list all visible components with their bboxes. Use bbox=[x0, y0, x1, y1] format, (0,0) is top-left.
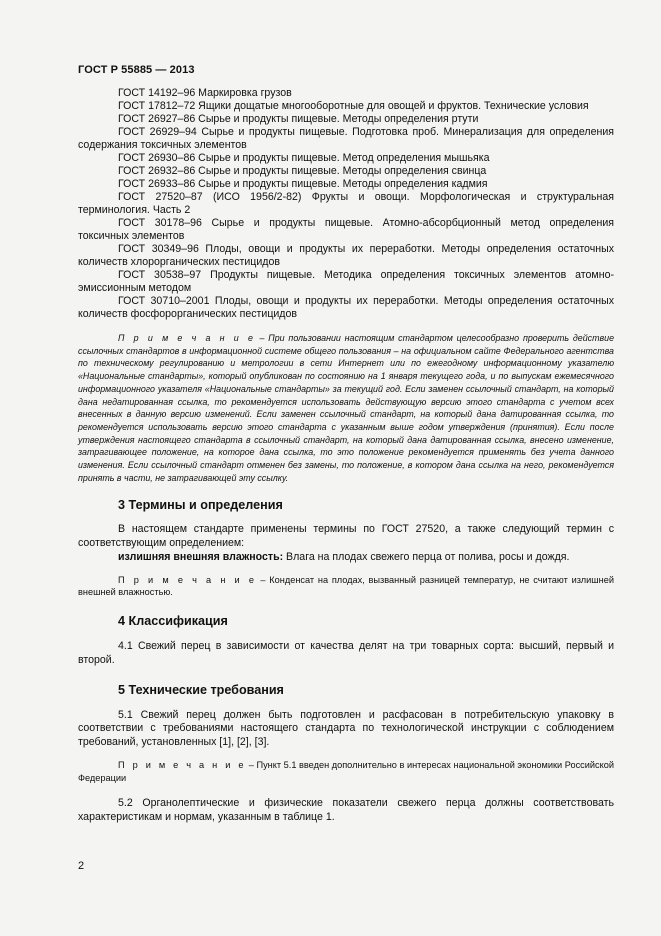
reference-item: ГОСТ 30349–96 Плоды, овощи и продукты их переработки. Методы определения остаточных количеств хлорорганических пестицидов bbox=[78, 243, 614, 268]
section-heading: 4 Классификация bbox=[118, 613, 228, 628]
reference-item: ГОСТ 26932–86 Сырье и продукты пищевые. Методы определения свинца bbox=[118, 165, 487, 177]
note-label: П р и м е ч а н и е bbox=[118, 760, 247, 771]
section-5 bbox=[78, 682, 614, 825]
normative-references-list bbox=[78, 87, 614, 321]
section-paragraph: В настоящем стандарте применены термины по ГОСТ 27520, а также следующий термин с соответствующим определением: bbox=[78, 523, 614, 549]
reference-item: ГОСТ 26933–86 Сырье и продукты пищевые. Методы определения кадмия bbox=[118, 178, 488, 190]
section-3 bbox=[78, 497, 614, 599]
reference-item: ГОСТ 17812–72 Ящики дощатые многооборотные для овощей и фруктов. Технические условия bbox=[118, 100, 589, 112]
references-note bbox=[78, 332, 614, 484]
section-heading: 3 Термины и определения bbox=[118, 498, 283, 513]
note-label: П р и м е ч а н и е bbox=[118, 333, 256, 343]
definition: Влага на плодах свежего перца от полива, росы и дождя. bbox=[283, 551, 570, 564]
section-paragraph: 5.2 Органолептические и физические показатели свежего перца должны соответствовать характеристикам и нормам, указанным в таблице 1. bbox=[78, 797, 614, 824]
reference-item: ГОСТ 14192–96 Маркировка грузов bbox=[118, 87, 292, 99]
section-heading: 5 Технические требования bbox=[118, 682, 284, 697]
reference-item: ГОСТ 27520–87 (ИСО 1956/2-82) Фрукты и овощи. Морфологическая и структуральная терминология. Часть 2 bbox=[78, 191, 614, 216]
reference-item: ГОСТ 26927–86 Сырье и продукты пищевые. Методы определения ртути bbox=[118, 113, 479, 125]
page-content bbox=[78, 87, 614, 824]
reference-item: ГОСТ 26930–86 Сырье и продукты пищевые. Метод определения мышьяка bbox=[118, 152, 490, 164]
note-text: – При пользовании настоящим стандартом целесообразно проверить действие ссылочных стандартов в информационной системе общего пользования – на официальном сайте Федерального агентства по техническому регулированию и метрологии в сети Интернет или по ежегодному информационному указателю «Национальные стандарты», который опубликован по состоянию на 1 января текущего года, и по выпускам ежемесячного информационного указателя «Национальные стандарты» за текущий год. Если заменен ссылочный стандарт, на который дана недатированная ссылка, то рекомендуется использовать действующую версию этого стандарта с учетом всех внесенных в данную версию изменений. Если заменен ссылочный стандарт, на который дана датированная ссылка, то рекомендуется использовать версию этого стандарта с указанным выше годом утверждения (принятия). Если после утверждения настоящего стандарта в ссылочный стандарт, на который дана датированная ссылка, внесено изменение, затрагивающее положение, на которое дана ссылка, то это положение рекомендуется применять без учета данного изменения. Если ссылочный стандарт отменен без замены, то положение, в котором дана ссылка на него, рекомендуется принять в части, не затрагивающей эту ссылку. bbox=[78, 333, 614, 483]
reference-item: ГОСТ 30710–2001 Плоды, овощи и продукты их переработки. Методы определения остаточных количеств фосфорорганических пестицидов bbox=[78, 295, 614, 320]
term-definition bbox=[78, 551, 614, 565]
section-paragraph: 4.1 Свежий перец в зависимости от качества делят на три товарных сорта: высший, первый и второй. bbox=[78, 639, 614, 666]
section-paragraph: 5.1 Свежий перец должен быть подготовлен и расфасован в потребительскую упаковку в соответствии с требованиями настоящего стандарта по технологической инструкции с соблюдением требований, установленных [1], [2], [3]. bbox=[78, 708, 614, 748]
note-text: – Конденсат на плодах, вызванный разницей температур, не считают излишней внешней влажностью. bbox=[78, 574, 614, 598]
section-4 bbox=[78, 613, 614, 667]
page-number: 2 bbox=[78, 860, 85, 872]
term-note bbox=[78, 574, 614, 599]
page-header: ГОСТ Р 55885 — 2013 bbox=[78, 64, 195, 76]
term: излишняя внешняя влажность: bbox=[118, 551, 284, 564]
note-label: П р и м е ч а н и е bbox=[118, 574, 257, 585]
reference-item: ГОСТ 30178–96 Сырье и продукты пищевые. Атомно-абсорбционный метод определения токсичных элементов bbox=[78, 217, 614, 242]
reference-item: ГОСТ 26929–94 Сырье и продукты пищевые. Подготовка проб. Минерализация для определения содержания токсичных элементов bbox=[78, 126, 614, 151]
note-text: – Пункт 5.1 введен дополнительно в интересах национальной экономики Российской Федерации bbox=[78, 760, 614, 783]
section-note bbox=[78, 759, 614, 784]
reference-item: ГОСТ 30538–97 Продукты пищевые. Методика определения токсичных элементов атомно-эмиссионным методом bbox=[78, 269, 614, 294]
